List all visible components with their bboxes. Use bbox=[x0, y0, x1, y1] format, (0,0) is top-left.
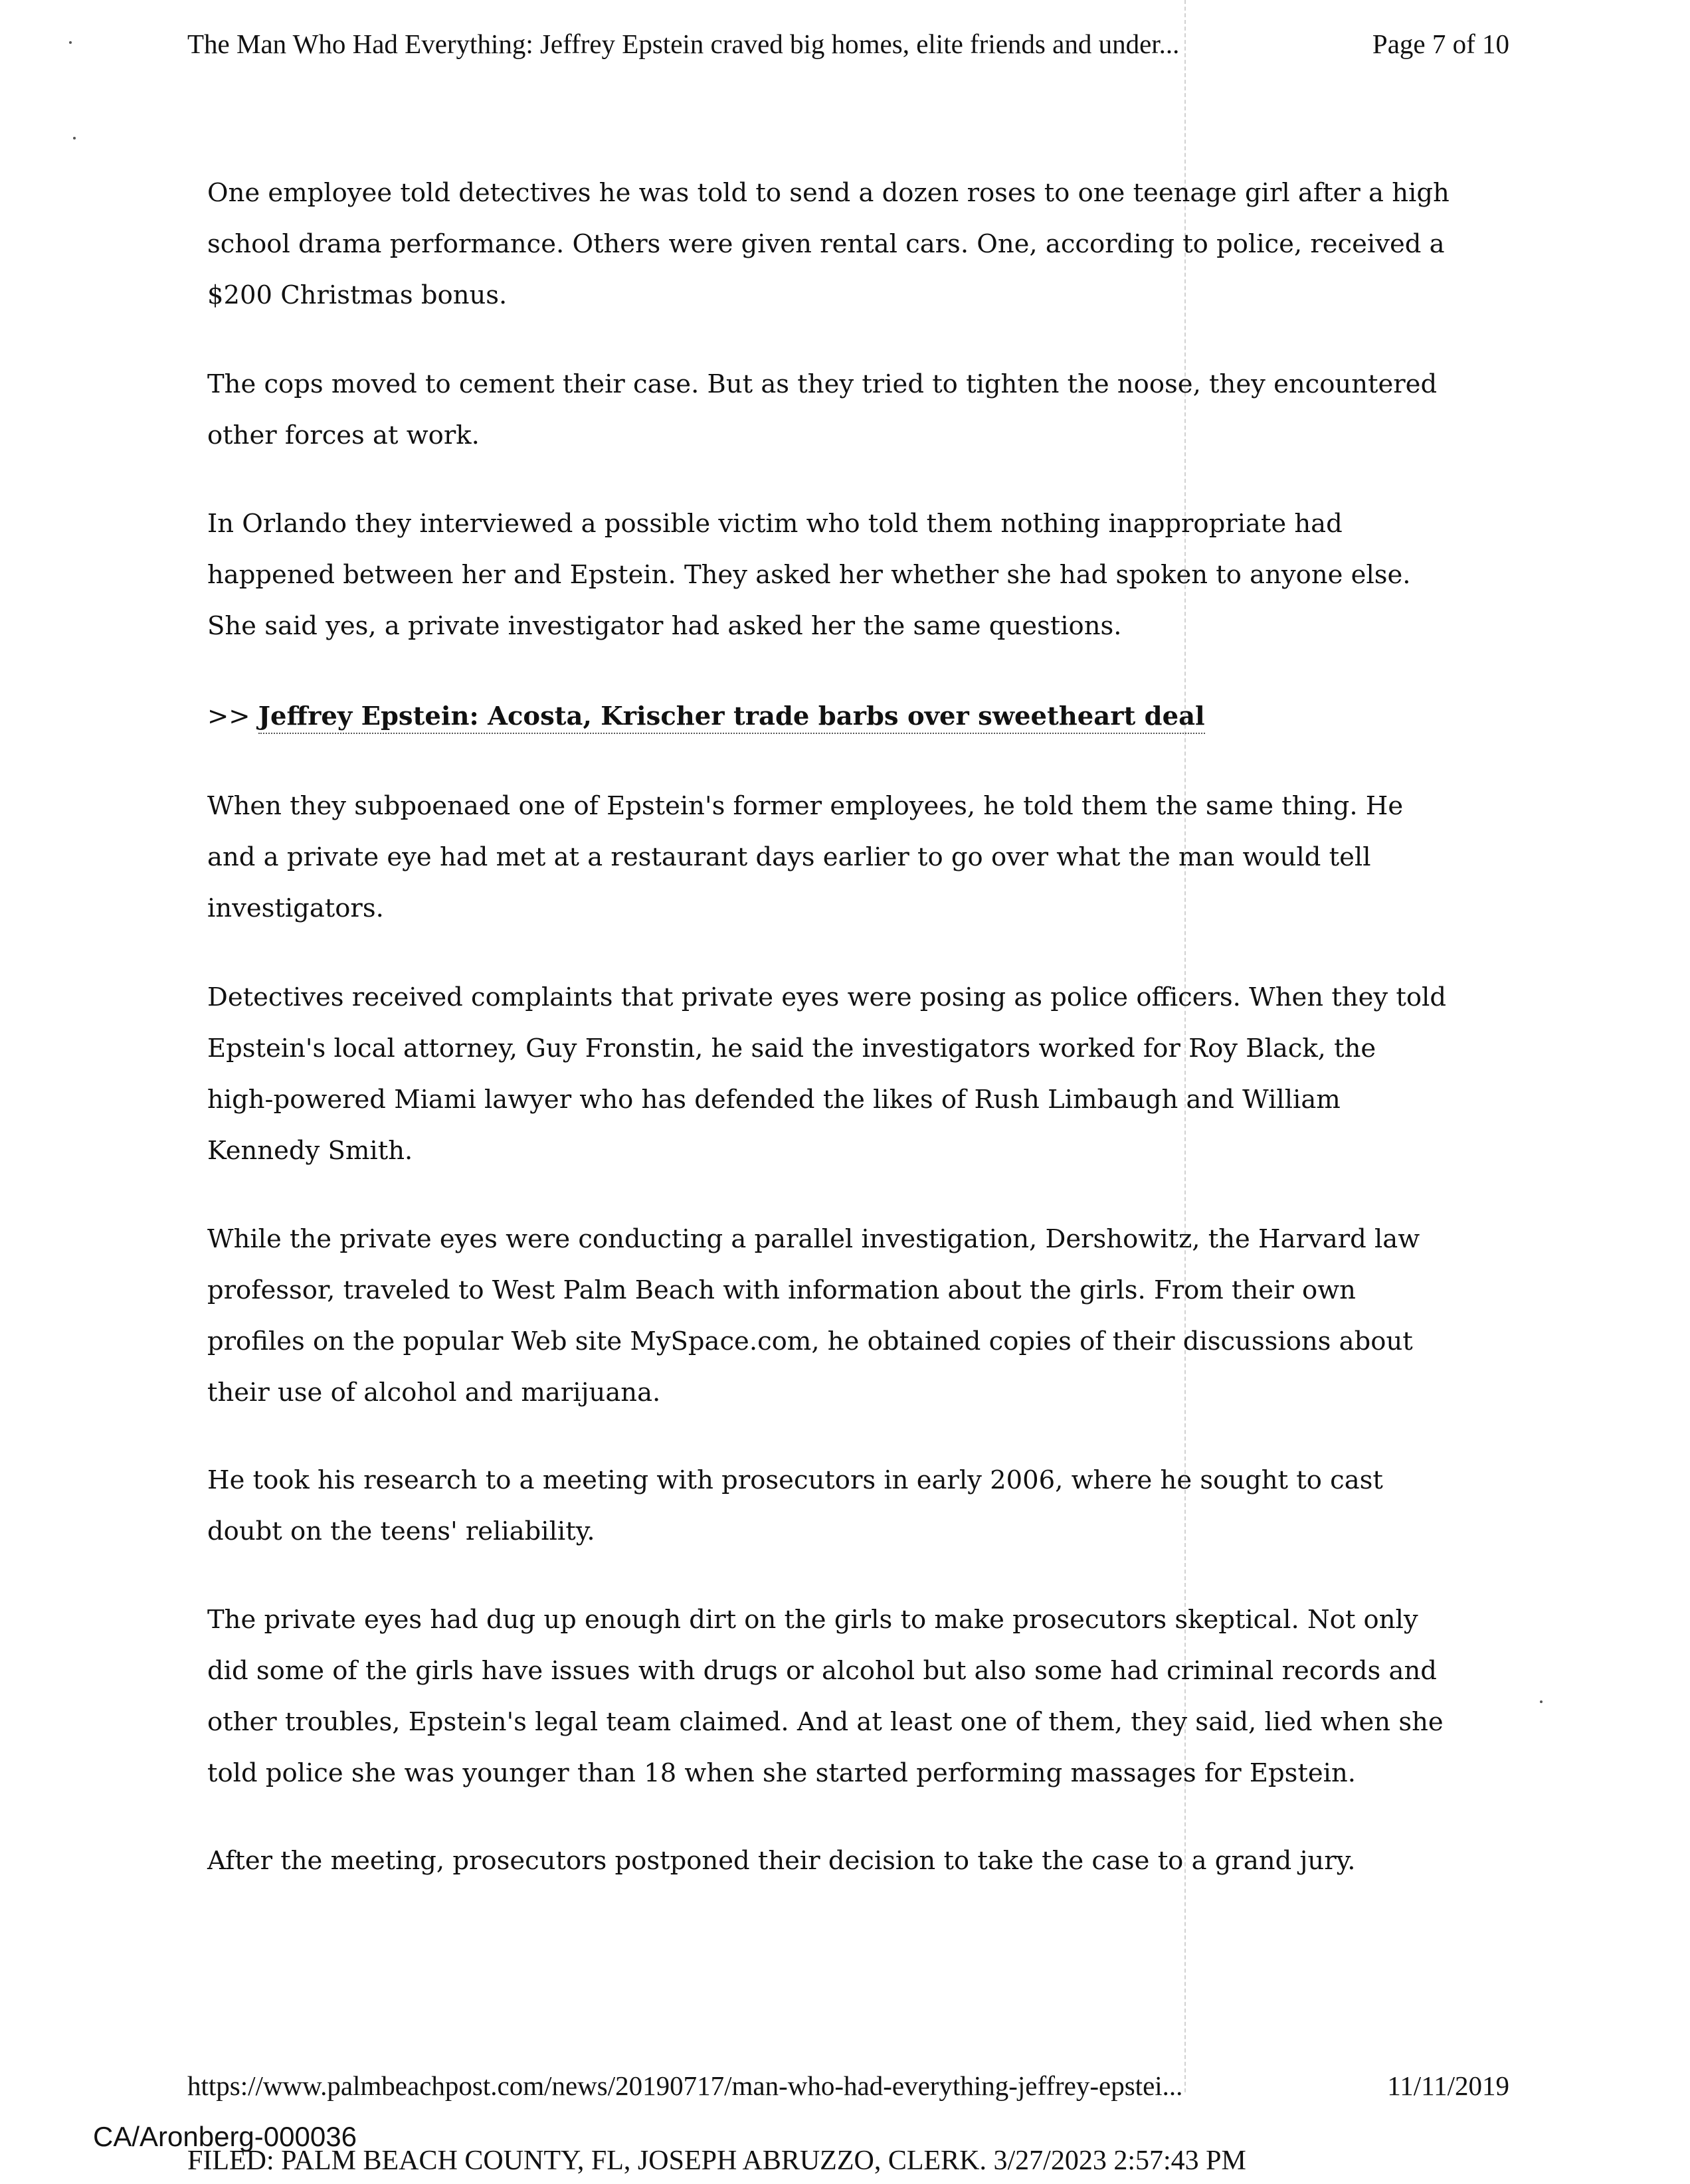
filing-stamp: FILED: PALM BEACH COUNTY, FL, JOSEPH ABRUZZO, CLERK. 3/27/2023 2:57:43 PM bbox=[187, 2145, 1246, 2176]
paragraph: The private eyes had dug up enough dirt on the girls to make prosecutors skeptical. Not only did some of the girls have issues with drugs or alcohol but also some had criminal records and other troubles, Epstein's legal team claimed. And at least one of them, they said, lied when she told police she was younger than 18 when she started performing massages for Epstein. bbox=[207, 1605, 1444, 1788]
scan-speck bbox=[69, 41, 72, 44]
print-date: 11/11/2019 bbox=[1387, 2070, 1509, 2101]
source-url: https://www.palmbeachpost.com/news/20190717/man-who-had-everything-jeffrey-epstei... bbox=[187, 2070, 1183, 2101]
paragraph: When they subpoenaed one of Epstein's former employees, he told them the same thing. He and a private eye had met at a restaurant days earlier to go over what the man would tell investigators. bbox=[207, 791, 1404, 923]
related-article-link-row bbox=[207, 691, 1205, 742]
paragraph: While the private eyes were conducting a parallel investigation, Dershowitz, the Harvard law professor, traveled to West Palm Beach with information about the girls. From their own profiles on the popular Web site MySpace.com, he obtained copies of their discussions about their use of alcohol and marijuana. bbox=[207, 1224, 1420, 1408]
scan-speck bbox=[73, 137, 76, 139]
print-header bbox=[187, 24, 1509, 64]
paragraph: In Orlando they interviewed a possible victim who told them nothing inappropriate had happened between her and Epstein. They asked her whether she had spoken to anyone else. She said yes, a private investigator had asked her the same questions. bbox=[207, 509, 1411, 641]
page-number: Page 7 of 10 bbox=[1372, 29, 1509, 59]
link-prefix: >> bbox=[207, 701, 250, 731]
paragraph: One employee told detectives he was told to send a dozen roses to one teenage girl after a high school drama performance. Others were given rental cars. One, according to police, received a $200 Christmas bonus. bbox=[207, 178, 1450, 310]
related-article-link[interactable]: Jeffrey Epstein: Acosta, Krischer trade barbs over sweetheart deal bbox=[258, 701, 1205, 734]
print-footer bbox=[187, 2066, 1509, 2106]
paragraph: Detectives received complaints that private eyes were posing as police officers. When they told Epstein's local attorney, Guy Fronstin, he said the investigators worked for Roy Black, the high-powered Miami lawyer who has defended the likes of Rush Limbaugh and William Kennedy Smith. bbox=[207, 982, 1446, 1166]
bates-stamp: CA/Aronberg-000036 bbox=[93, 2121, 357, 2152]
scan-speck bbox=[1540, 1700, 1543, 1703]
paragraph: The cops moved to cement their case. But as they tried to tighten the noose, they encountered other forces at work. bbox=[207, 369, 1438, 450]
paragraph: He took his research to a meeting with prosecutors in early 2006, where he sought to cast doubt on the teens' reliability. bbox=[207, 1465, 1383, 1546]
article-title: The Man Who Had Everything: Jeffrey Epstein craved big homes, elite friends and under... bbox=[187, 29, 1180, 59]
paragraph: After the meeting, prosecutors postponed their decision to take the case to a grand jury. bbox=[207, 1846, 1356, 1876]
